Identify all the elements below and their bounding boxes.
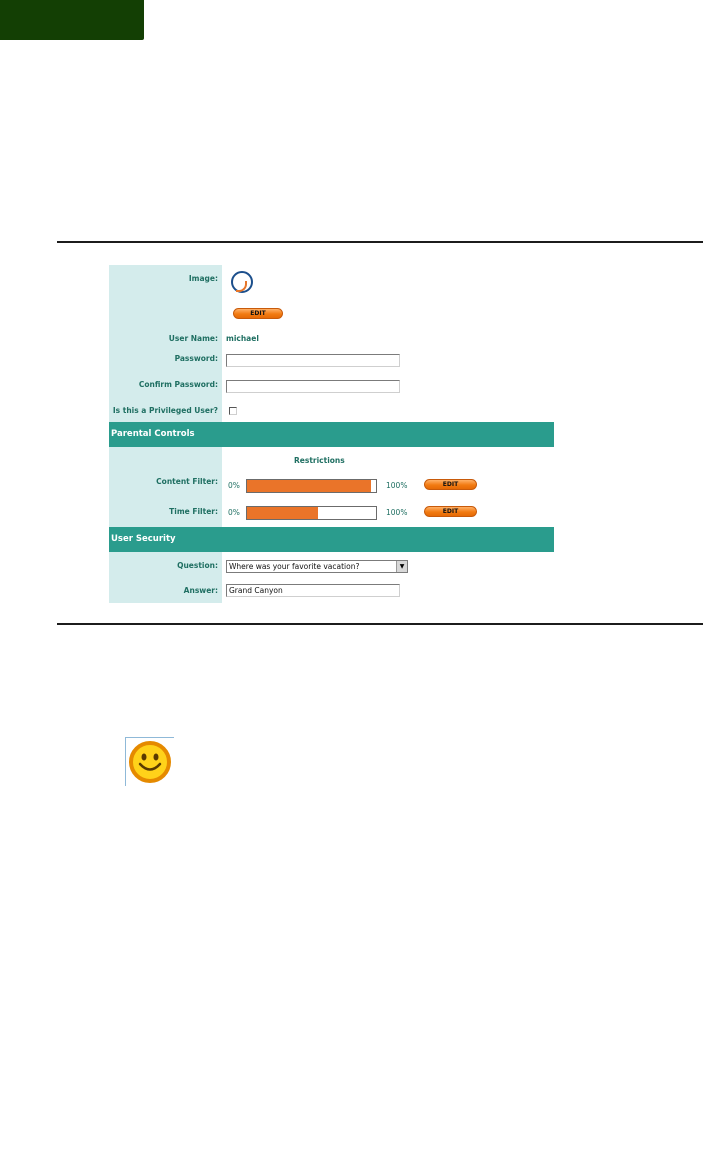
- content-filter-min: 0%: [228, 481, 240, 490]
- password-label: Password:: [174, 354, 218, 363]
- time-filter-fill: [247, 507, 318, 519]
- edit-time-filter-button[interactable]: EDIT: [424, 506, 477, 517]
- question-select-value: Where was your favorite vacation?: [229, 562, 360, 571]
- privileged-user-label: Is this a Privileged User?: [112, 406, 218, 415]
- content-filter-bar[interactable]: [246, 479, 377, 493]
- image-label: Image:: [188, 274, 218, 283]
- top-divider: [57, 241, 703, 243]
- smiley-face-icon: [127, 739, 173, 785]
- edit-image-button[interactable]: EDIT: [233, 308, 283, 319]
- edit-content-filter-button[interactable]: EDIT: [424, 479, 477, 490]
- parental-controls-header: Parental Controls: [109, 422, 554, 447]
- bottom-divider: [57, 623, 703, 625]
- user-settings-panel: [109, 265, 554, 603]
- label-column: [109, 265, 222, 422]
- confirm-password-field[interactable]: [226, 380, 400, 393]
- corner-tab: [0, 0, 144, 40]
- password-field[interactable]: [226, 354, 400, 367]
- baseball-icon[interactable]: [231, 271, 253, 293]
- content-filter-max: 100%: [386, 481, 408, 490]
- user-security-header: User Security: [109, 527, 554, 552]
- time-filter-min: 0%: [228, 508, 240, 517]
- answer-label: Answer:: [183, 586, 218, 595]
- answer-field[interactable]: [226, 584, 400, 597]
- time-filter-label: Time Filter:: [169, 507, 218, 516]
- question-label: Question:: [177, 561, 218, 570]
- content-filter-fill: [247, 480, 371, 492]
- privileged-user-checkbox[interactable]: [229, 407, 237, 415]
- label-column: [109, 552, 222, 603]
- confirm-password-label: Confirm Password:: [138, 380, 218, 389]
- question-select[interactable]: [226, 560, 408, 573]
- content-filter-label: Content Filter:: [156, 477, 218, 486]
- time-filter-bar[interactable]: [246, 506, 377, 520]
- smiley-icon-frame: [125, 737, 174, 786]
- restrictions-header: Restrictions: [294, 456, 345, 465]
- chevron-down-icon[interactable]: ▼: [396, 561, 407, 572]
- time-filter-max: 100%: [386, 508, 408, 517]
- username-value: michael: [226, 334, 259, 343]
- username-label: User Name:: [168, 334, 218, 343]
